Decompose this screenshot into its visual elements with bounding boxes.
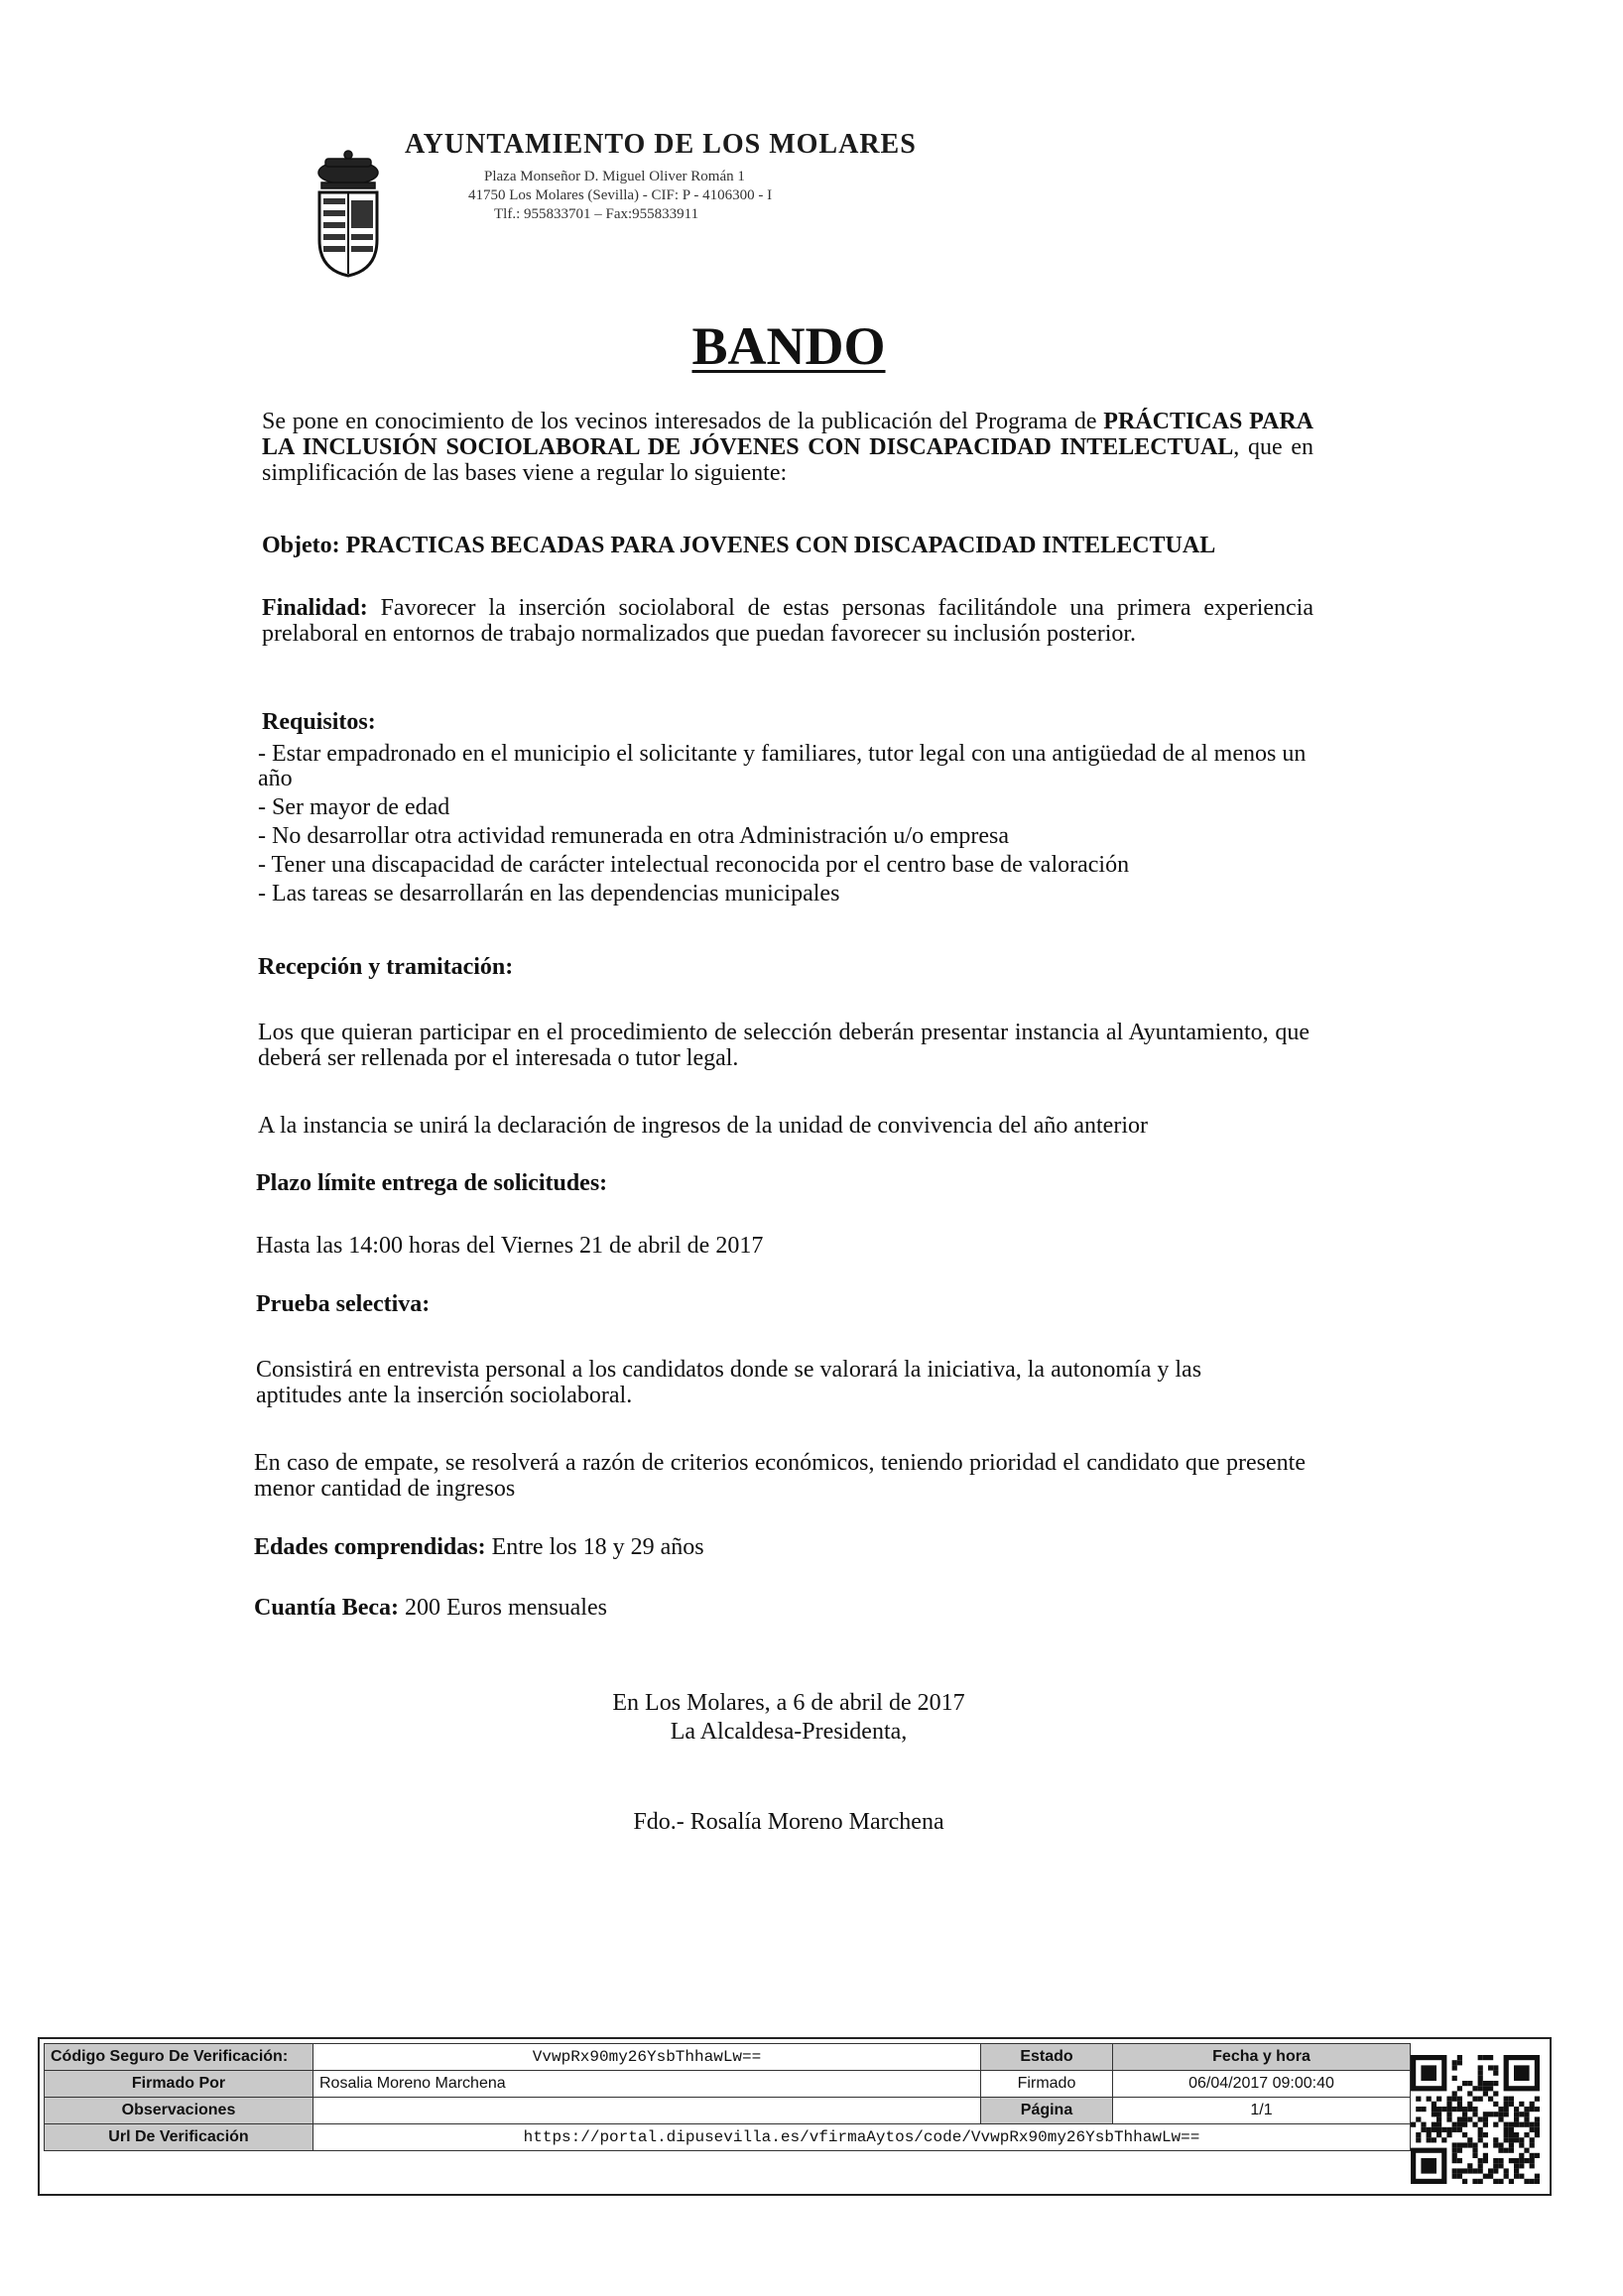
cuantia-text: 200 Euros mensuales — [399, 1595, 607, 1621]
list-item: - Tener una discapacidad de carácter intelectual reconocida por el centro base de valoración — [258, 852, 1130, 878]
codigo-label: Código Seguro De Verificación: — [45, 2044, 313, 2071]
observaciones-label: Observaciones — [45, 2098, 313, 2124]
estado-value: Firmado — [981, 2071, 1113, 2098]
org-contact-line: Tlf.: 955833701 – Fax:955833911 — [494, 206, 699, 222]
finalidad-paragraph — [262, 595, 1313, 647]
fecha-value: 06/04/2017 09:00:40 — [1113, 2071, 1411, 2098]
list-item: - Ser mayor de edad — [258, 794, 450, 820]
finalidad-label: Finalidad: — [262, 595, 368, 621]
org-address-line: 41750 Los Molares (Sevilla) - CIF: P - 4106300 - I — [468, 187, 773, 203]
cuantia-line — [254, 1595, 1306, 1621]
intro-text-end: , que en simplificación de las bases viene a regular lo siguiente: — [262, 434, 1313, 486]
url-value[interactable]: https://portal.dipusevilla.es/vfirmaAytos/code/VvwpRx90my26YsbThhawLw== — [313, 2124, 1411, 2151]
place-date: En Los Molares, a 6 de abril de 2017 — [612, 1690, 965, 1716]
signer-role: La Alcaldesa-Presidenta, — [670, 1719, 908, 1745]
list-item: - No desarrollar otra actividad remunerada en otra Administración u/o empresa — [258, 823, 1010, 849]
plazo-text: Hasta las 14:00 horas del Viernes 21 de abril de 2017 — [256, 1233, 764, 1259]
prueba-heading: Prueba selectiva: — [256, 1291, 431, 1317]
edades-text: Entre los 18 y 29 años — [485, 1534, 704, 1560]
firmado-por-value: Rosalia Moreno Marchena — [313, 2071, 981, 2098]
verification-box — [38, 2037, 1552, 2196]
codigo-value: VvwpRx90my26YsbThhawLw== — [313, 2044, 981, 2071]
intro-text: Se pone en conocimiento de los vecinos interesados de la publicación del Programa de — [262, 409, 1104, 434]
requisitos-heading: Requisitos: — [262, 709, 376, 735]
verification-table — [44, 2043, 1411, 2151]
pagina-value: 1/1 — [1113, 2098, 1411, 2124]
prueba-paragraph-2: En caso de empate, se resolverá a razón de criterios económicos, teniendo prioridad el candidato que presente menor cantidad de ingresos — [254, 1450, 1306, 1502]
pagina-label: Página — [981, 2098, 1113, 2124]
signer-name: Fdo.- Rosalía Moreno Marchena — [633, 1809, 944, 1835]
qr-code-icon — [1411, 2055, 1540, 2184]
plazo-heading: Plazo límite entrega de solicitudes: — [256, 1170, 608, 1196]
fecha-header: Fecha y hora — [1113, 2044, 1411, 2071]
intro-paragraph — [262, 409, 1313, 486]
firmado-por-label: Firmado Por — [45, 2071, 313, 2098]
program-name: PRÁCTICAS PARA LA INCLUSIÓN SOCIOLABORAL DE JÓVENES CON DISCAPACIDAD INTELECTUAL — [262, 409, 1313, 460]
org-address-line: Plaza Monseñor D. Miguel Oliver Román 1 — [484, 169, 745, 184]
prueba-paragraph: Consistirá en entrevista personal a los candidatos donde se valorará la iniciativa, la autonomía y las aptitudes ante la inserción sociolaboral. — [256, 1357, 1202, 1408]
requisitos-list — [258, 742, 1310, 906]
edades-label: Edades comprendidas: — [254, 1534, 486, 1560]
finalidad-text: Favorecer la inserción sociolaboral de estas personas facilitándole una primera experiencia prelaboral en entornos de trabajo normalizados que puedan favorecer su inclusión posterior. — [262, 595, 1313, 647]
list-item: - Estar empadronado en el municipio el solicitante y familiares, tutor legal con una antigüedad de al menos un año — [258, 741, 1307, 791]
page-title: BANDO — [691, 316, 886, 376]
estado-header: Estado — [981, 2044, 1113, 2071]
observaciones-value — [313, 2098, 981, 2124]
edades-line — [254, 1534, 1306, 1560]
recepcion-heading: Recepción y tramitación: — [258, 954, 514, 980]
recepcion-paragraph: Los que quieran participar en el procedimiento de selección deberán presentar instancia al Ayuntamiento, que deberá ser rellenada por el interesada o tutor legal. — [258, 1020, 1310, 1071]
list-item: - Las tareas se desarrollarán en las dependencias municipales — [258, 881, 840, 906]
org-name: AYUNTAMIENTO DE LOS MOLARES — [405, 129, 917, 160]
coat-of-arms-icon — [306, 149, 391, 278]
recepcion-paragraph-2: A la instancia se unirá la declaración de ingresos de la unidad de convivencia del año anterior — [258, 1113, 1148, 1139]
objeto-heading: Objeto: PRACTICAS BECADAS PARA JOVENES CON DISCAPACIDAD INTELECTUAL — [262, 533, 1216, 558]
url-label: Url De Verificación — [45, 2124, 313, 2151]
cuantia-label: Cuantía Beca: — [254, 1595, 399, 1621]
